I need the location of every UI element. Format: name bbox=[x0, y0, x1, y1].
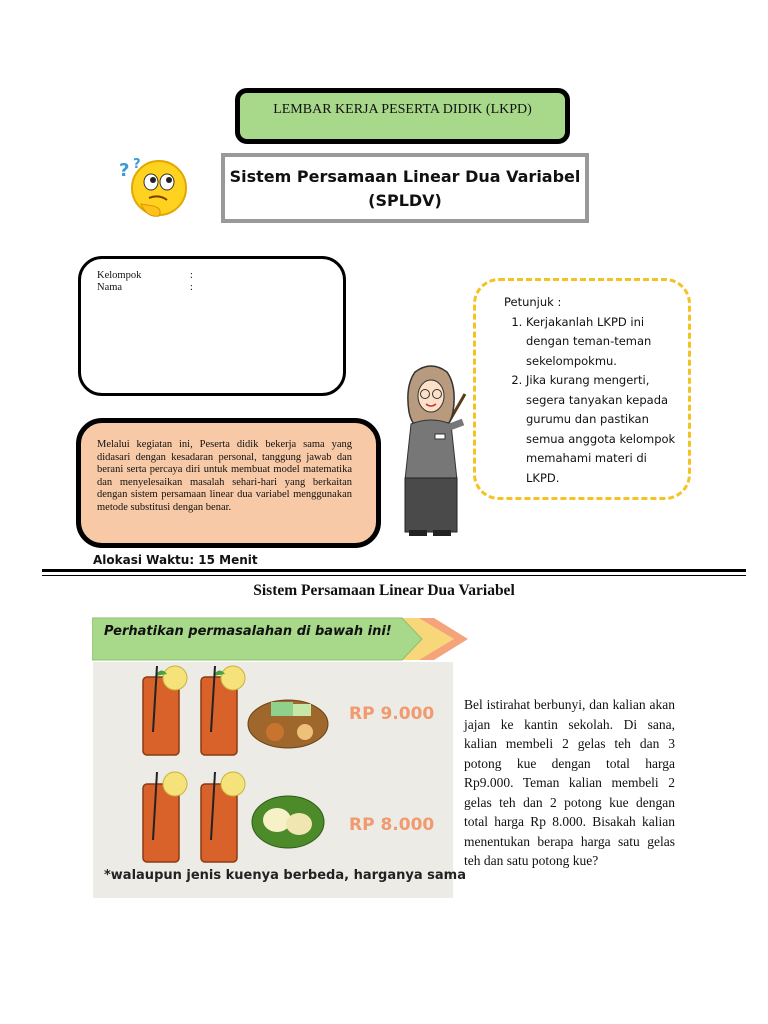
topic-title-box bbox=[221, 153, 589, 223]
instructions-heading: Petunjuk : bbox=[504, 295, 562, 309]
problem-text: Bel istirahat berbunyi, dan kalian akan jajan ke kantin sekolah. Di sana, kalian membeli 2 gelas teh dan 3 potong kue dengan total harga Rp9.000. Teman kalian membeli 2 gelas teh dan 2 potong kue dengan total harga Rp 8.000. Bisakah kalian menentukan berapa harga satu gelas teh dan satu potong kue? bbox=[464, 697, 675, 868]
group-colon: : bbox=[190, 270, 193, 281]
group-label: Kelompok bbox=[97, 270, 142, 281]
illustration-note: *walaupun jenis kuenya berbeda, harganya sama bbox=[104, 868, 466, 883]
banner-text: Perhatikan permasalahan di bawah ini! bbox=[104, 624, 392, 639]
instruction-item: 1. Kerjakanlah LKPD ini dengan teman-teman sekelompokmu. bbox=[526, 313, 678, 372]
section-title: Sistem Persamaan Linear Dua Variabel bbox=[253, 582, 515, 599]
instructions-list bbox=[504, 313, 678, 489]
name-label: Nama bbox=[97, 282, 123, 293]
group-row bbox=[97, 270, 343, 282]
tea-and-cake-illustration bbox=[93, 662, 453, 898]
svg-text:?: ? bbox=[119, 160, 130, 181]
price-label: RP 8.000 bbox=[349, 815, 435, 835]
tea-glass-icon bbox=[201, 772, 245, 862]
divider-thick bbox=[42, 569, 746, 572]
instruction-item: 2. Jika kurang mengerti, segera tanyakan kepada gurumu dan pastikan semua anggota kelompok memahami materi di LKPD. bbox=[526, 371, 678, 488]
lkpd-title: LEMBAR KERJA PESERTA DIDIK (LKPD) bbox=[273, 102, 532, 117]
learning-goal-box bbox=[76, 418, 381, 548]
name-colon: : bbox=[190, 282, 193, 293]
topic-title-line1: Sistem Persamaan Linear Dua Variabel bbox=[229, 167, 581, 186]
name-row bbox=[97, 282, 343, 294]
cake-leaf-icon bbox=[252, 796, 324, 848]
time-allocation: Alokasi Waktu: 15 Menit bbox=[93, 553, 258, 567]
instructions-box bbox=[473, 278, 691, 500]
tea-glass-icon bbox=[201, 666, 245, 755]
teacher-illustration bbox=[385, 362, 475, 540]
cake-plate-icon bbox=[248, 700, 328, 748]
divider-thin bbox=[42, 575, 746, 576]
topic-title-line2: (SPLDV) bbox=[368, 191, 442, 210]
identity-box bbox=[78, 256, 346, 396]
price-label: RP 9.000 bbox=[349, 704, 435, 724]
tea-glass-icon bbox=[143, 666, 187, 755]
tea-glass-icon bbox=[143, 772, 187, 862]
lkpd-title-box bbox=[235, 88, 570, 144]
thinking-emoji-icon bbox=[115, 152, 195, 224]
svg-text:?: ? bbox=[133, 157, 141, 172]
food-drawings bbox=[93, 662, 453, 898]
learning-goal-text: Melalui kegiatan ini, Peserta didik bekerja sama yang didasari dengan kesadaran personal, tanggung jawab dan berani serta percaya diri untuk membuat model matematika dan menyelesaikan masalah sehari-hari yang berkaitan dengan sistem persamaan linear dua variabel menggunakan metode substitusi dengan benar. bbox=[97, 439, 352, 513]
